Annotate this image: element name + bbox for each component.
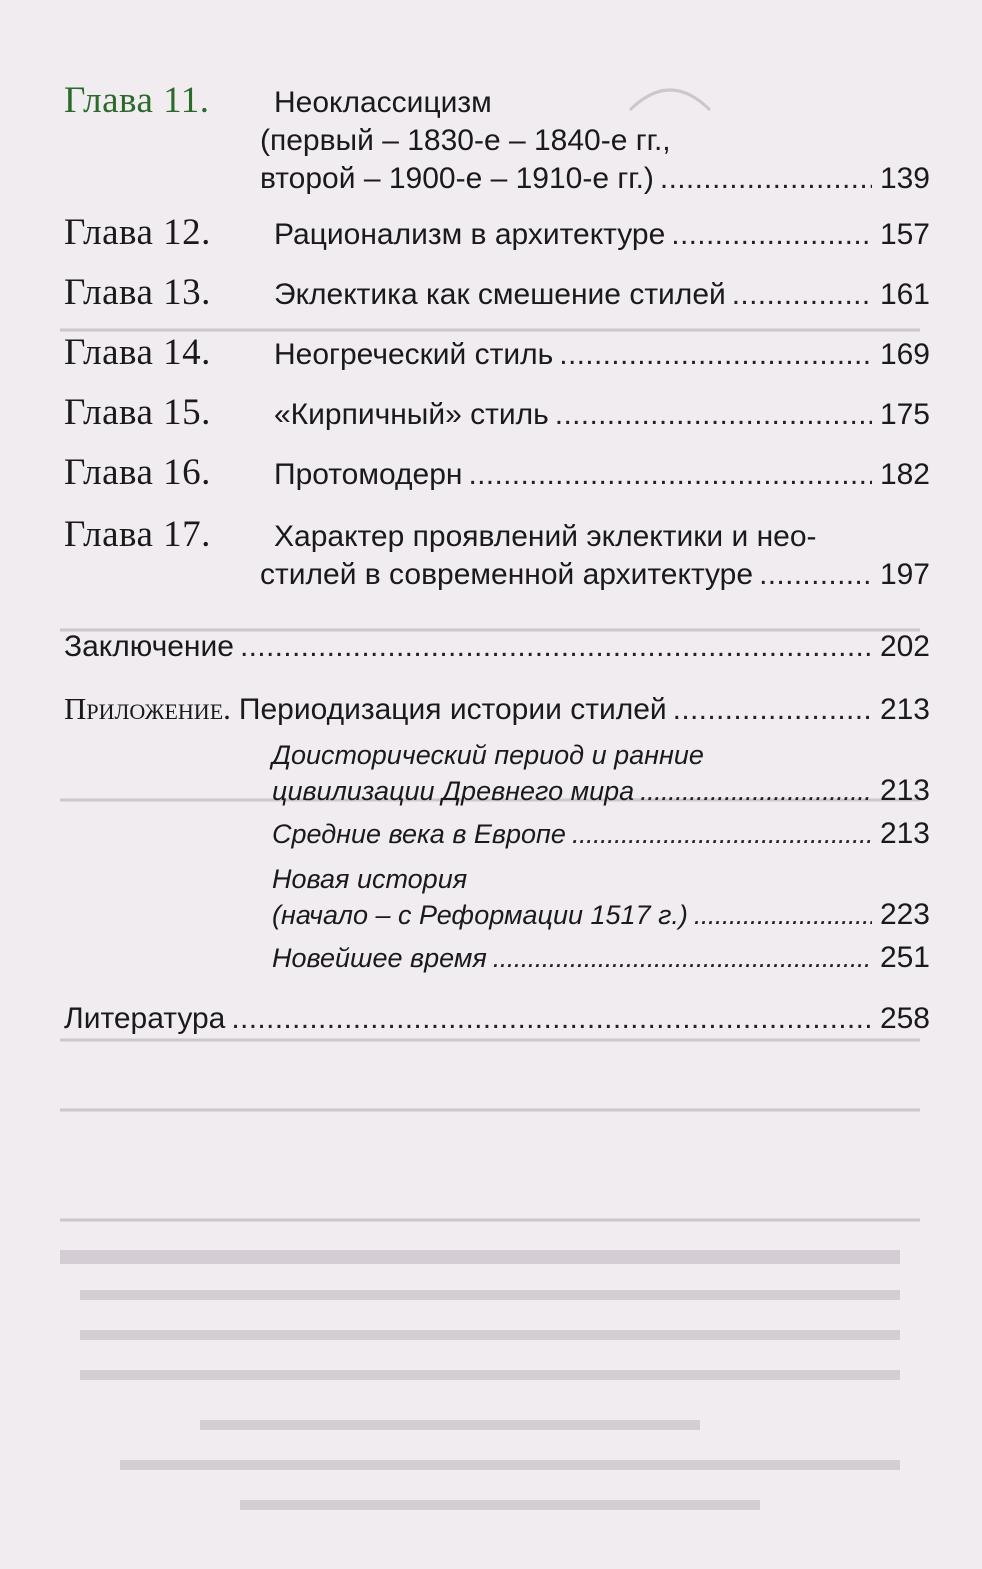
page-number: 223 [879,898,930,931]
leader-dots [694,898,872,933]
leader-dots [468,456,871,494]
appendix-item [272,738,930,809]
appendix-item-title-cont: цивилизации Древнего мира [272,776,635,806]
chapter-label: Глава 13. [64,272,211,313]
toc-entry-literature [64,1000,930,1038]
chapter-title: Неоклассицизм [274,86,492,119]
page-number: 213 [879,817,930,850]
toc-entry-ch11 [64,82,930,198]
leader-dots [673,691,872,729]
leader-dots [555,396,872,434]
toc-entry-appendix [64,690,930,729]
section-title: Литература [64,1002,226,1035]
page-number: 197 [879,558,930,591]
leader-dots [572,817,872,852]
chapter-title: Эклектика как смешение стилей [274,278,726,311]
page-number: 139 [879,162,930,195]
chapter-title: Рационализм в архитектуре [274,218,666,251]
toc-entry-ch17 [64,516,930,594]
leader-dots [559,336,872,374]
chapter-title-cont: второй – 1900-е – 1910-е гг.) [260,162,654,195]
appendix-item [272,940,930,976]
chapter-title: Протомодерн [274,458,463,491]
page-number: 157 [879,218,930,251]
leader-dots [759,556,872,594]
page-number: 182 [879,458,930,491]
page-number: 175 [879,398,930,431]
chapter-title: Неогреческий стиль [274,338,554,371]
toc-entry-ch13 [64,274,930,314]
appendix-item-title: Доисторический период и ранние [272,740,704,770]
leader-dots [240,628,872,666]
appendix-item [272,816,930,852]
leader-dots [660,160,872,198]
leader-dots [671,216,872,254]
section-title: Заключение [64,630,234,663]
page-number: 202 [879,630,930,663]
appendix-item [272,862,930,933]
chapter-label: Глава 11. [64,80,210,121]
appendix-label: Приложение. [64,691,231,726]
chapter-label: Глава 16. [64,452,211,493]
toc-entry-ch16 [64,454,930,494]
page-number: 213 [879,774,930,807]
chapter-title-cont: (первый – 1830-е – 1840-е гг., [260,124,671,157]
page-number: 213 [879,693,930,726]
page-number: 169 [879,338,930,371]
page-number: 258 [879,1002,930,1035]
appendix-item-title: Новая история [272,864,468,894]
chapter-label: Глава 12. [64,212,211,253]
toc-entry-ch12 [64,214,930,254]
appendix-item-title-cont: (начало – с Реформации 1517 г.) [272,900,688,930]
appendix-item-title: Новейшее время [272,943,487,973]
chapter-title-cont: стилей в современной архитектуре [260,558,754,591]
toc-entry-conclusion [64,628,930,666]
leader-dots [732,276,872,314]
toc-entry-ch15 [64,394,930,434]
leader-dots [493,941,872,976]
chapter-label: Глава 14. [64,332,211,373]
chapter-label: Глава 15. [64,392,211,433]
appendix-title: Периодизация истории стилей [238,693,667,726]
chapter-title: «Кирпичный» стиль [274,398,549,431]
chapter-title: Характер проявлений эклектики и нео- [274,520,817,553]
leader-dots [231,1000,872,1038]
page-number: 161 [879,278,930,311]
chapter-label: Глава 17. [64,514,211,555]
toc-entry-ch14 [64,334,930,374]
page-number: 251 [879,941,930,974]
leader-dots [640,774,872,809]
appendix-item-title: Средние века в Европе [272,819,566,849]
